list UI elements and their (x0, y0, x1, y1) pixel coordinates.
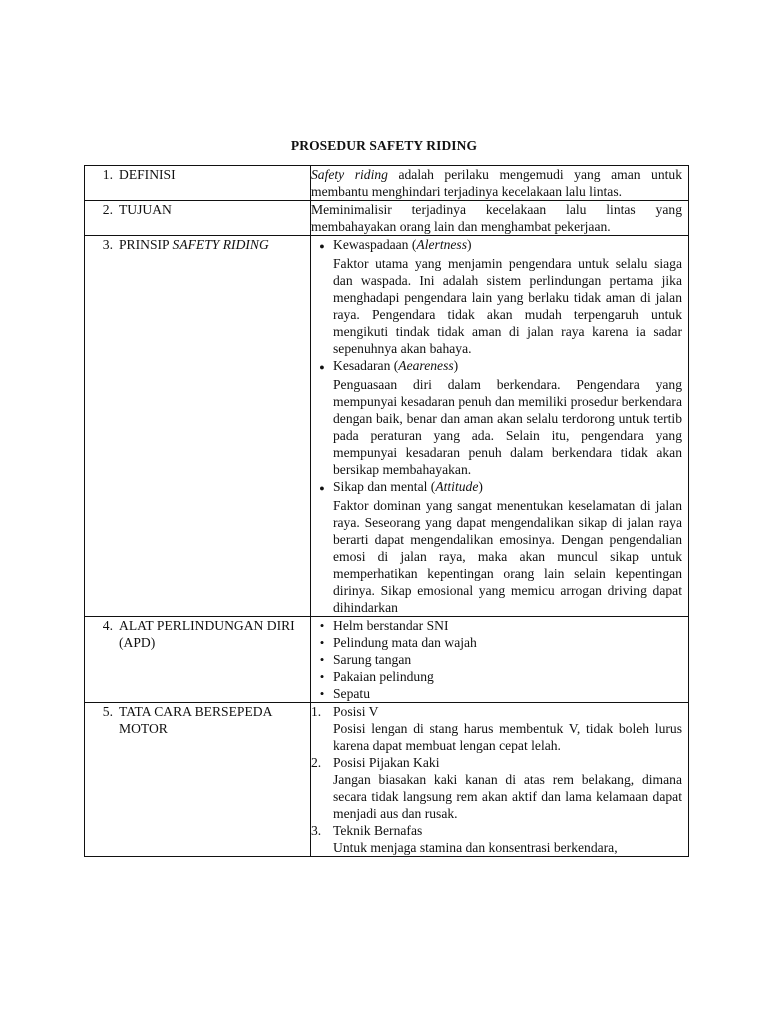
purpose-text: Meminimalisir terjadinya kecelakaan lalu lintas yang membahayakan orang lain dan menghambat pekerjaan. (311, 201, 689, 236)
table-row-definisi (85, 166, 689, 201)
bullet-icon (311, 236, 333, 255)
table-row-apd (85, 617, 689, 703)
bullet-icon (311, 617, 333, 634)
principle-desc: Penguasaan diri dalam berkendara. Pengendara yang mempunyai kesadaran penuh dan memiliki prosedur berkendara dengan baik, benar dan aman akan selalu terdorong untuk tertib pada peraturan yang ada. Selain itu, pengendara yang mempunyai kesadaran penuh dalam berkendara tidak akan bersikap membahayakan. (333, 377, 682, 477)
row-number: 3. (102, 237, 113, 252)
row-label-plain: PRINSIP (119, 237, 173, 252)
principle-name: Kesadaran ( (333, 358, 399, 373)
principle-close: ) (467, 237, 472, 252)
row-label-italic: SAFETY RIDING (172, 237, 269, 252)
list-item (311, 668, 682, 685)
step-name: Posisi V (333, 704, 379, 719)
row-label-cell (85, 617, 311, 703)
apd-item: Sepatu (333, 686, 370, 701)
item-number: 3. (311, 823, 322, 838)
step-name: Posisi Pijakan Kaki (333, 755, 440, 770)
procedure-table (84, 165, 689, 857)
procedure-list-cell (311, 703, 689, 857)
step-desc: Posisi lengan di stang harus membentuk V, tidak boleh lurus karena dapat membuat lengan cepat lelah. (333, 721, 682, 753)
apd-item: Pakaian pelindung (333, 669, 434, 684)
list-item (311, 357, 682, 376)
bullet-icon (311, 478, 333, 497)
list-item (311, 651, 682, 668)
row-number: 1. (102, 167, 113, 182)
row-label: TATA CARA BERSEPEDA MOTOR (119, 704, 272, 736)
row-label: DEFINISI (119, 167, 176, 182)
principle-name: Kewaspadaan ( (333, 237, 417, 252)
apd-item: Helm berstandar SNI (333, 618, 449, 633)
bullet-icon (311, 634, 333, 651)
list-item (311, 634, 682, 651)
row-label-cell (85, 166, 311, 201)
principle-italic: Aeareness (398, 358, 454, 373)
list-item (311, 754, 682, 771)
row-number: 2. (102, 202, 113, 217)
apd-item: Sarung tangan (333, 652, 412, 667)
list-item (311, 236, 682, 255)
row-label-cell (85, 236, 311, 617)
item-number: 1. (311, 704, 322, 719)
principle-close: ) (453, 358, 459, 373)
row-label-cell (85, 201, 311, 236)
bullet-icon (311, 685, 333, 702)
principle-italic: Attitude (435, 479, 479, 494)
definition-italic-term: Safety riding (311, 167, 388, 182)
row-label (119, 236, 304, 253)
list-item (311, 822, 682, 839)
table-row-tujuan (85, 201, 689, 236)
list-item (311, 617, 682, 634)
step-desc: Jangan biasakan kaki kanan di atas rem belakang, dimana secara tidak langsung rem akan aktif dan lama kelamaan dapat menjadi aus dan rusak. (333, 772, 682, 821)
row-label: TUJUAN (119, 202, 172, 217)
list-item (311, 478, 682, 497)
document-title: PROSEDUR SAFETY RIDING (290, 138, 478, 153)
list-item (311, 685, 682, 702)
definition-text (311, 166, 689, 201)
step-desc: Untuk menjaga stamina dan konsentrasi berkendara, (333, 840, 618, 855)
principle-italic: Alertness (416, 237, 468, 252)
list-item (311, 703, 682, 720)
step-name: Teknik Bernafas (333, 823, 423, 838)
item-number: 2. (311, 755, 322, 770)
row-label-cell (85, 703, 311, 857)
bullet-icon (311, 357, 333, 376)
definition-rest: adalah perilaku mengemudi yang aman untuk membantu menghindari terjadinya kecelakaan lalu lintas. (311, 167, 682, 199)
principle-name: Sikap dan mental ( (333, 479, 436, 494)
principle-close: ) (478, 479, 483, 494)
row-label: ALAT PERLINDUNGAN DIRI (APD) (119, 618, 295, 650)
bullet-icon (311, 668, 333, 685)
row-number: 5. (102, 704, 113, 719)
apd-list-cell (311, 617, 689, 703)
principles-cell (311, 236, 689, 617)
table-row-tata-cara (85, 703, 689, 857)
bullet-icon (311, 651, 333, 668)
apd-item: Pelindung mata dan wajah (333, 635, 477, 650)
table-row-prinsip (85, 236, 689, 617)
row-number: 4. (102, 618, 113, 633)
principle-desc: Faktor dominan yang sangat menentukan keselamatan di jalan raya. Seseorang yang dapat mengendalikan sikap di jalan raya berarti dapat mengendalikan emosinya. Dengan pengendalian emosi di jalan raya, maka akan muncul sikap untuk memperhatikan kepentingan orang lain selain kepentingan dirinya. Sikap emosional yang memicu arrogan driving dapat dihindarkan (333, 498, 682, 615)
principle-desc: Faktor utama yang menjamin pengendara untuk selalu siaga dan waspada. Ini adalah sistem perlindungan pertama jika menghadapi pengendara lain yang berlaku tidak aman di jalan raya. Pengendara tidak akan mudah terpengaruh untuk mengikuti tindak tidak aman di jalan raya karena ia sadar sepenuhnya akan bahaya. (333, 256, 682, 356)
